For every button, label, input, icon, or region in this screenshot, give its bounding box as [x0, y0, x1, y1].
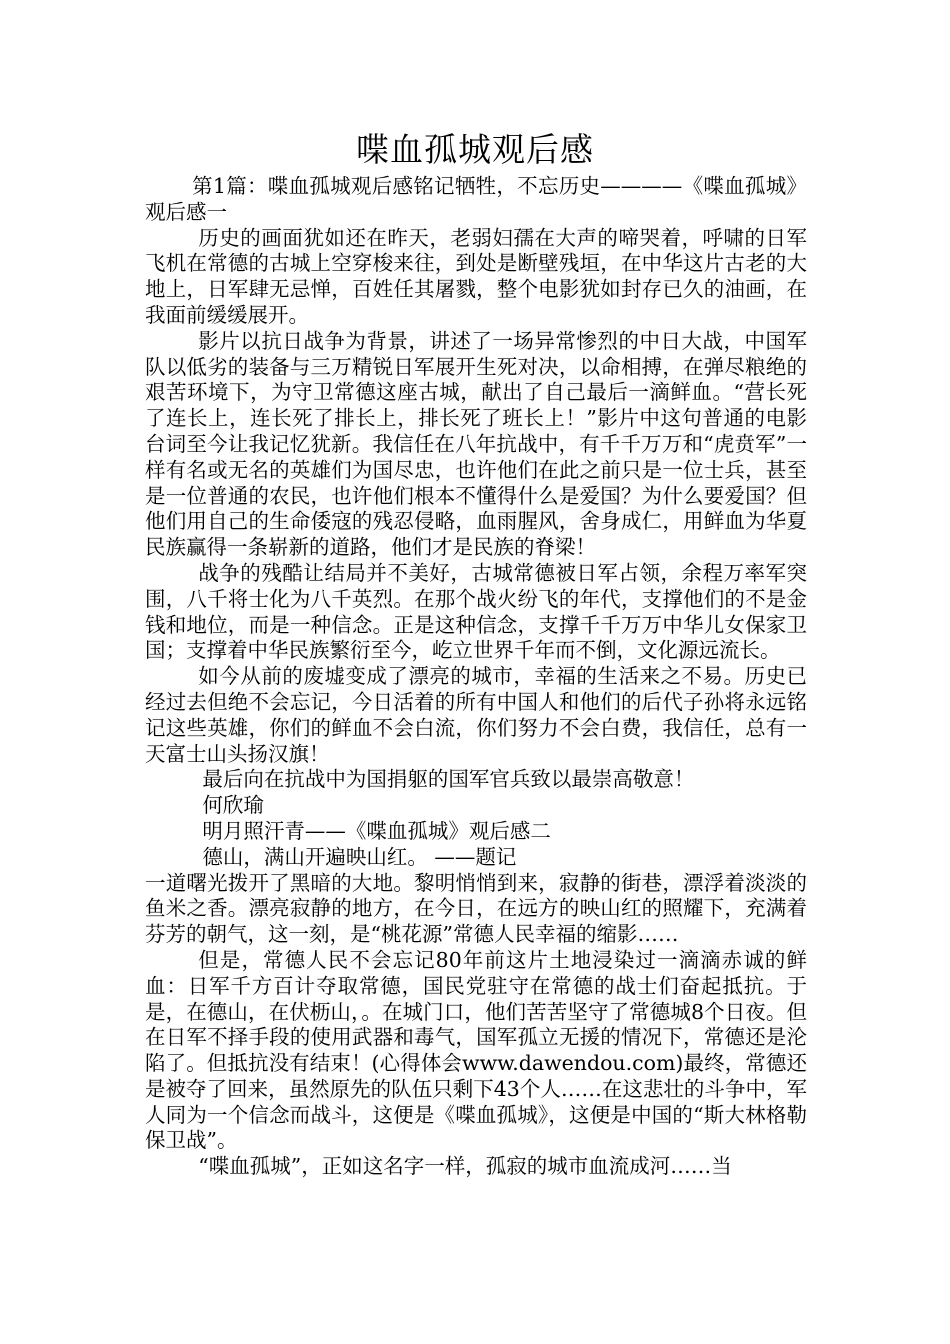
paragraph: “喋血孤城”，正如这名字一样，孤寂的城市血流成河……当 [198, 1154, 732, 1179]
section-heading-1: 第1篇：喋血孤城观后感铭记牺牲，不忘历史————《喋血孤城》观后感一 [145, 174, 807, 224]
epigraph: 德山，满山开遍映山红。 ——题记 [202, 844, 517, 869]
document-title: 喋血孤城观后感 [356, 130, 594, 169]
section-heading-2: 明月照汗青——《喋血孤城》观后感二 [202, 818, 551, 843]
paragraph: 一道曙光拨开了黑暗的大地。黎明悄悄到来，寂静的街巷，漂浮着淡淡的鱼米之香。漂亮寂静的地方，在今日，在远方的映山红的照耀下，充满着芬芳的朝气，这一刻，是“桃花源”常德人民幸福的缩影…… [145, 870, 807, 947]
paragraph: 历史的画面犹如还在昨天，老弱妇孺在大声的啼哭着，呼啸的日军飞机在常德的古城上空穿梭来往，到处是断壁残垣，在中华这片古老的大地上，日军肆无忌惮，百姓任其屠戮，整个电影犹如封存已久的油画，在我面前缓缓展开。 [145, 225, 807, 327]
paragraph: 影片以抗日战争为背景，讲述了一场异常惨烈的中日大战，中国军队以低劣的装备与三万精锐日军展开生死对决，以命相搏，在弹尽粮绝的艰苦环境下，为守卫常德这座古城，献出了自己最后一滴鲜血。“营长死了连长上，连长死了排长上，排长死了班长上！”影片中这句普通的电影台词至今让我记忆犹新。我信任在八年抗战中，有千千万万和“虎贲军”一样有名或无名的英雄们为国尽忠，也许他们在此之前只是一位士兵，甚至是一位普通的农民，也许他们根本不懂得什么是爱国？为什么要爱国？但他们用自己的生命倭寇的残忍侵略，血雨腥风，舍身成仁，用鲜血为华夏民族赢得一条崭新的道路，他们才是民族的脊梁！ [145, 328, 807, 560]
author-name: 何欣瑜 [202, 793, 264, 818]
document-body [145, 174, 807, 1180]
paragraph: 战争的残酷让结局并不美好，古城常德被日军占领，余程万率军突围，八千将士化为八千英烈。在那个战火纷飞的年代，支撑他们的不是金钱和地位，而是一种信念。正是这种信念，支撑千千万万中华儿女保家卫国；支撑着中华民族繁衍至今，屹立世界千年而不倒，文化源远流长。 [145, 560, 807, 663]
paragraph: 但是，常德人民不会忘记80年前这片土地浸染过一滴滴赤诚的鲜血：日军千方百计夺取常德，国民党驻守在常德的战士们奋起抵抗。于是，在德山，在伏枥山，。在城门口，他们苦苦坚守了常德城8个日夜。但在日军不择手段的使用武器和毒气，国军孤立无援的情况下，常德还是沦陷了。但抵抗没有结束！(心得体会www.dawendou.com)最终，常德还是被夺了回来，虽然原先的队伍只剩下43个人……在这悲壮的斗争中，军人同为一个信念而战斗，这便是《喋血孤城》，这便是中国的“斯大林格勒保卫战”。 [145, 947, 807, 1153]
paragraph: 如今从前的废墟变成了漂亮的城市，幸福的生活来之不易。历史已经过去但绝不会忘记，今日活着的所有中国人和他们的后代子孙将永远铭记这些英雄，你们的鲜血不会白流，你们努力不会白费，我信任，总有一天富士山头扬汉旗！ [145, 664, 807, 766]
paragraph: 最后向在抗战中为国捐躯的国军官兵致以最崇高敬意！ [202, 767, 695, 792]
